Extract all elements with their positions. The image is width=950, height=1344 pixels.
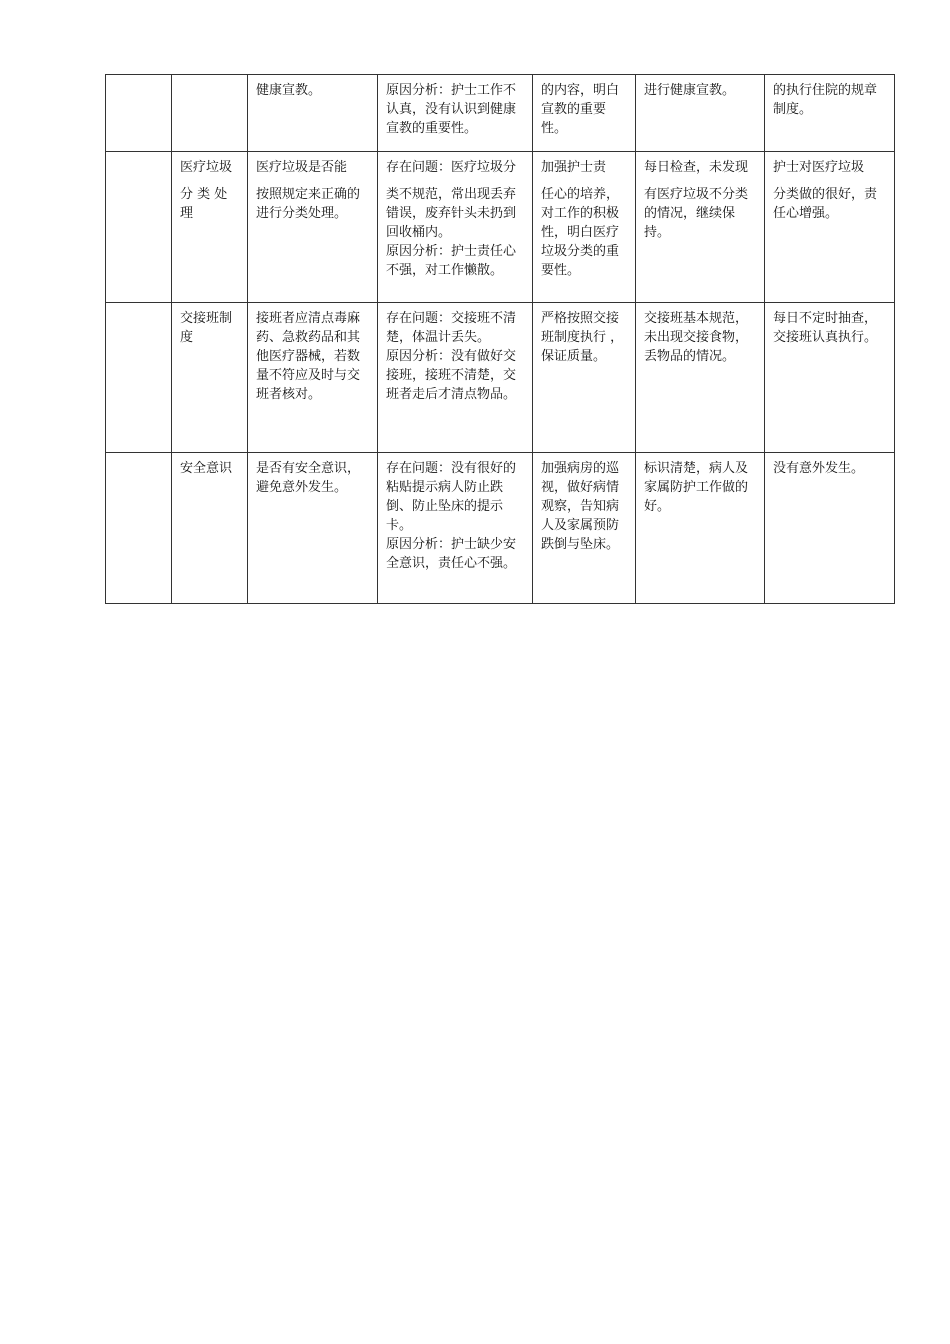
problem-cell [378, 453, 533, 604]
problem-cell: 原因分析：护士工作不认真，没有认识到健康宣教的重要性。 [378, 75, 533, 152]
measures-cell [533, 152, 636, 303]
item-cell [172, 152, 248, 303]
table-row [106, 453, 895, 604]
standard-cell: 接班者应清点毒麻药、急救药品和其他医疗器械，若数量不符应及时与交班者核对。 [248, 303, 378, 453]
table-row [106, 303, 895, 453]
item-line: 分 类 处理 [180, 187, 228, 221]
measures-cell: 的内容，明白宣教的重要性。 [533, 75, 636, 152]
standard-line: 按照规定来正确的进行分类处理。 [256, 187, 361, 221]
standard-cell: 是否有安全意识，避免意外发生。 [248, 453, 378, 604]
followup-cell: 每日不定时抽查，交接班认真执行。 [765, 303, 895, 453]
problem-cell [378, 152, 533, 303]
measures-cell: 严格按照交接班制度执行 ，保证质量。 [533, 303, 636, 453]
followup-cell [765, 152, 895, 303]
measures-cell: 加强病房的巡视，做好病情观察，告知病人及家属预防跌倒与坠床。 [533, 453, 636, 604]
effect-cell: 进行健康宣教。 [636, 75, 765, 152]
problem-line: 原因分析：护士责任心不强，对工作懒散。 [386, 244, 517, 278]
problem-line: 原因分析：护士缺少安全意识，责任心不强。 [386, 537, 517, 571]
table-row [106, 75, 895, 152]
standard-cell: 健康宣教。 [248, 75, 378, 152]
effect-cell [636, 152, 765, 303]
item-cell: 交接班制度 [172, 303, 248, 453]
category-cell [106, 453, 172, 604]
problem-line: 存在问题：没有很好的粘贴提示病人防止跌倒、防止坠床的提示卡。 [386, 461, 517, 533]
inspection-table [105, 74, 895, 604]
item-cell: 安全意识 [172, 453, 248, 604]
problem-cell [378, 303, 533, 453]
category-cell [106, 75, 172, 152]
problem-line: 存在问题：交接班不清楚，体温计丢失。 [386, 311, 517, 345]
measures-line: 任心的培养，对工作的积极性，明白医疗垃圾分类的重要性。 [541, 187, 620, 278]
standard-cell [248, 152, 378, 303]
effect-cell: 标识清楚，病人及家属防护工作做的好。 [636, 453, 765, 604]
followup-cell: 没有意外发生。 [765, 453, 895, 604]
table-row [106, 152, 895, 303]
problem-line: 存在问题：医疗垃圾分 [386, 160, 517, 175]
problem-line: 类不规范，常出现丢弃错误，废弃针头未扔到回收桶内。 [386, 187, 517, 240]
followup-line: 分类做的很好，责任心增强。 [773, 187, 878, 221]
problem-line: 原因分析：没有做好交接班，接班不清楚，交班者走后才清点物品。 [386, 349, 517, 402]
item-line: 医疗垃圾 [180, 160, 233, 175]
category-cell [106, 152, 172, 303]
measures-line: 加强护士责 [541, 160, 607, 175]
category-cell [106, 303, 172, 453]
item-cell [172, 75, 248, 152]
standard-line: 医疗垃圾是否能 [256, 160, 348, 175]
effect-line: 有医疗垃圾不分类的情况，继续保持。 [644, 187, 749, 240]
followup-cell: 的执行住院的规章制度。 [765, 75, 895, 152]
effect-line: 每日检查，未发现 [644, 160, 749, 175]
effect-cell: 交接班基本规范，未出现交接食物，丢物品的情况。 [636, 303, 765, 453]
followup-line: 护士对医疗垃圾 [773, 160, 865, 175]
